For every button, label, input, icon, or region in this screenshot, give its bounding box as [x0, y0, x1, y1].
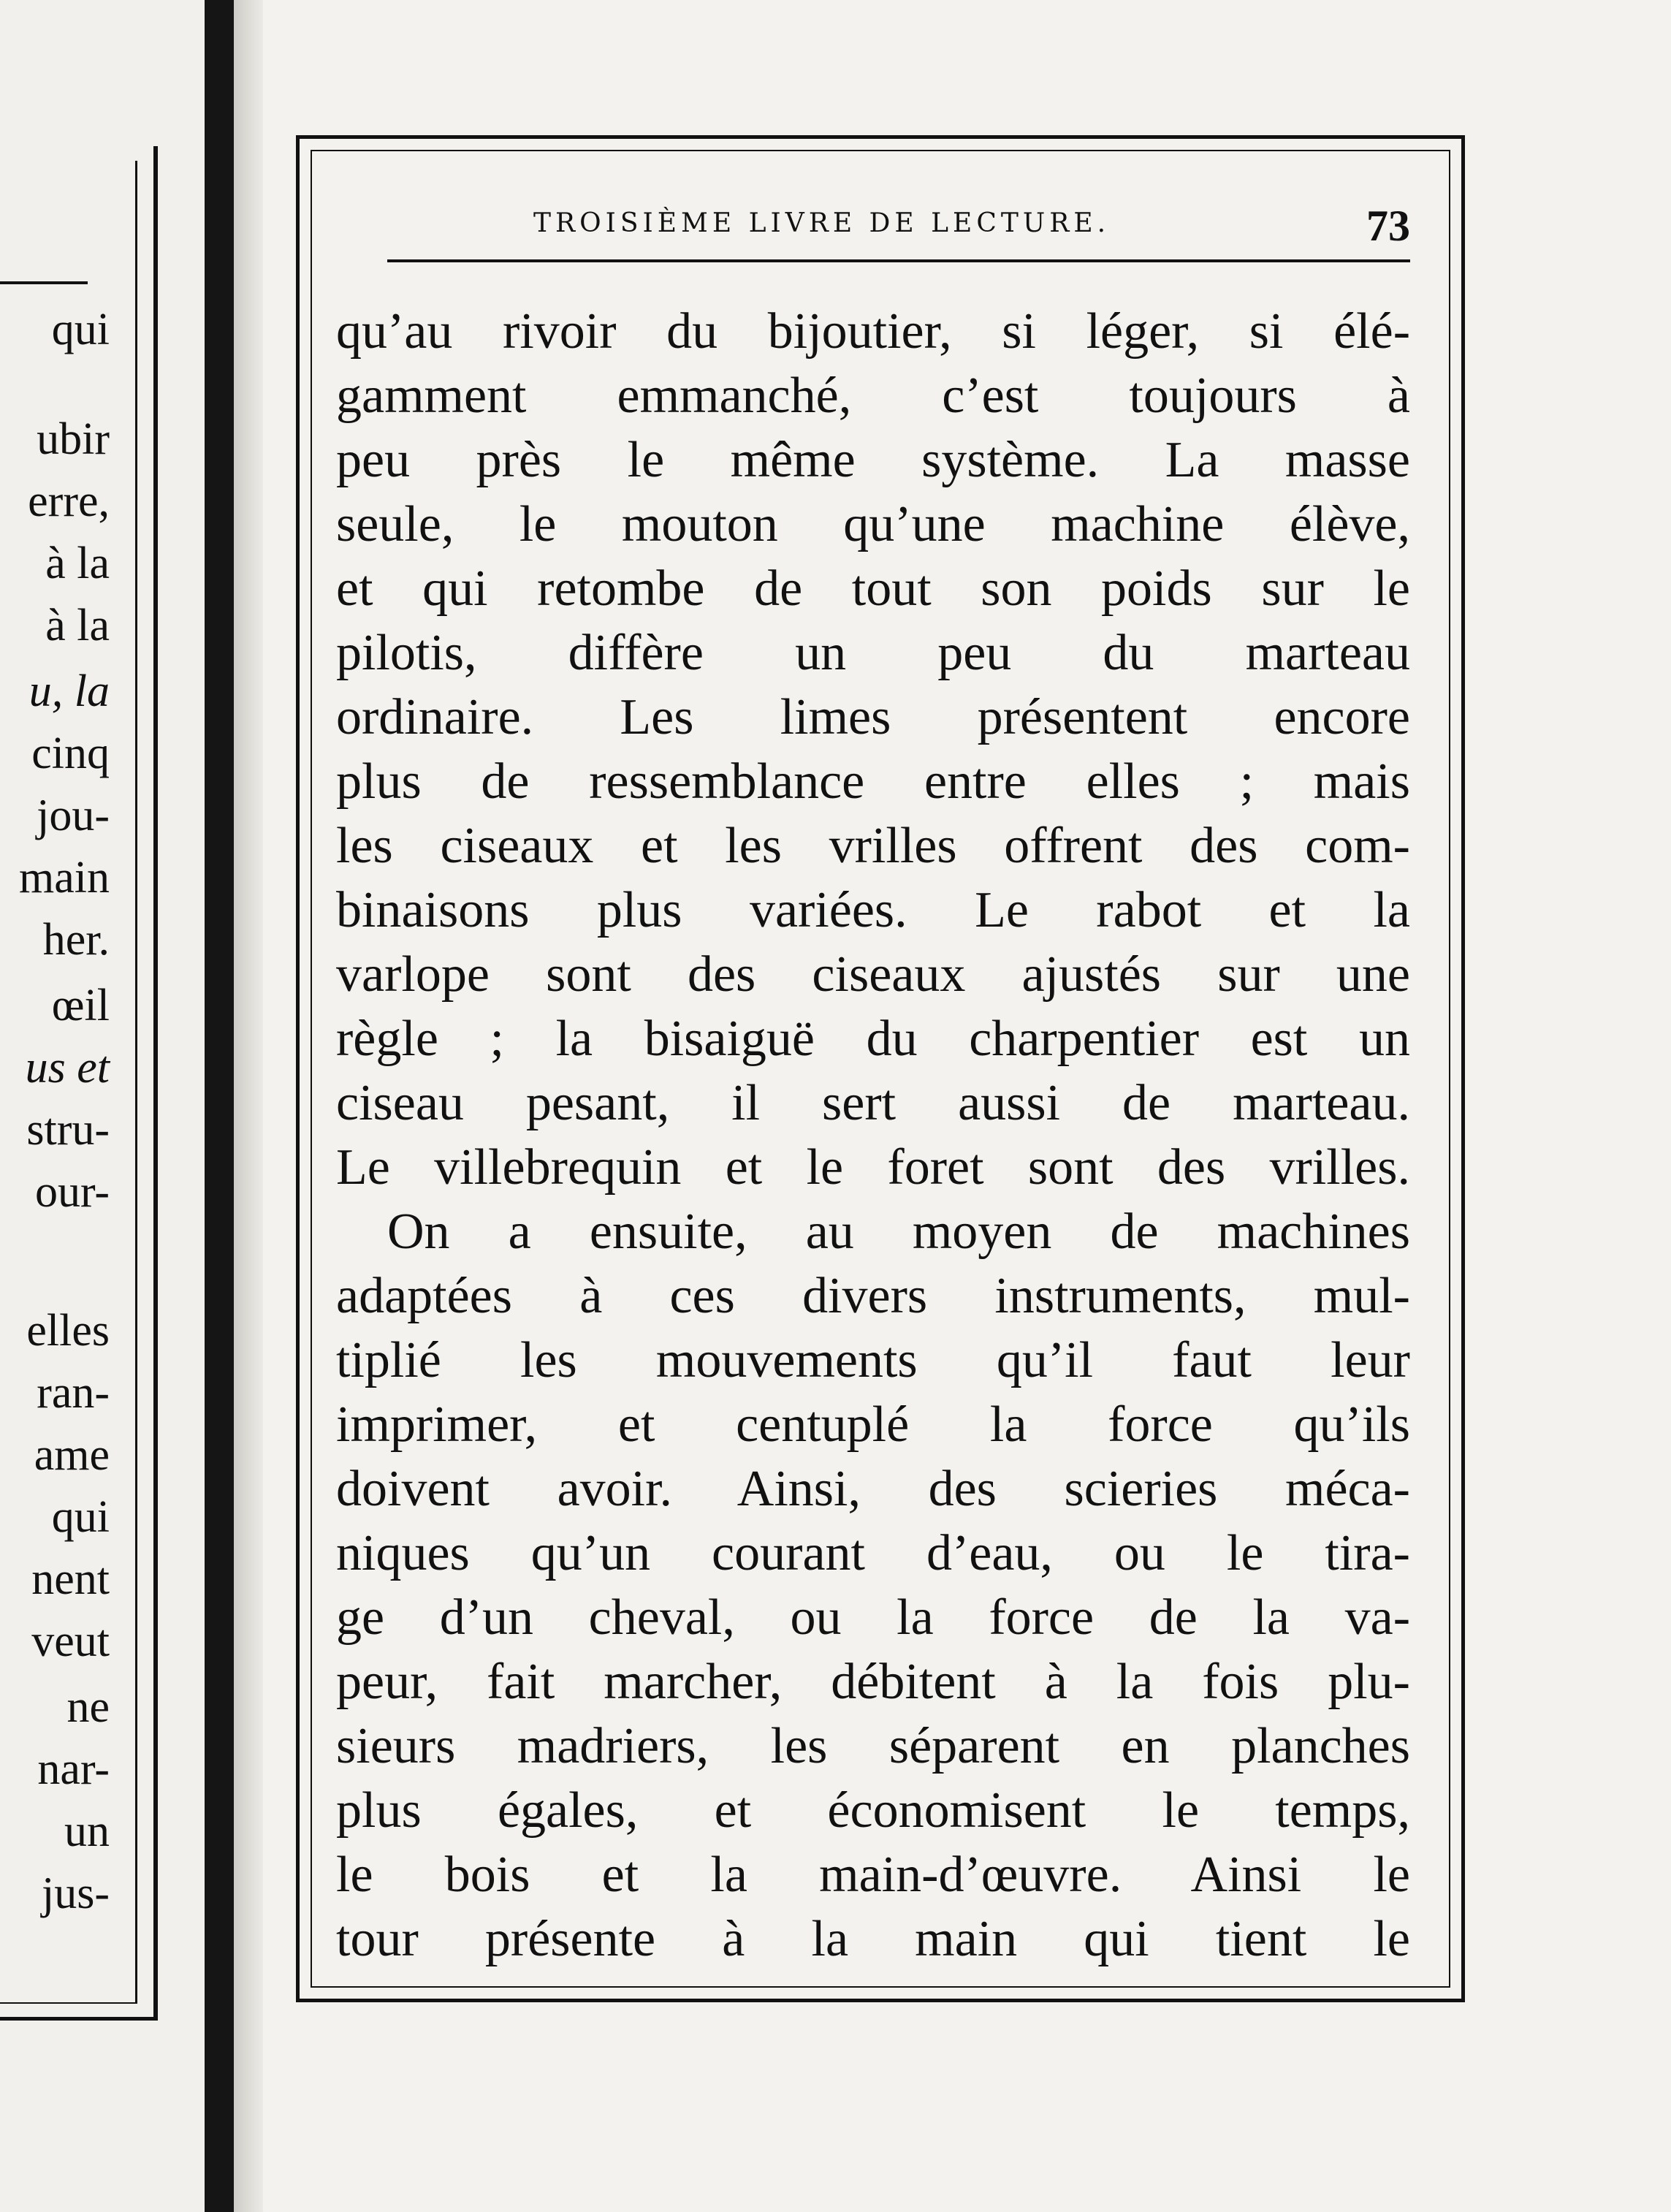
left-text-fragment: œil	[51, 981, 110, 1030]
text-line: pilotis, diffère un peu du marteau	[336, 625, 1410, 681]
left-text-fragment: u, la	[28, 666, 110, 716]
text-line: règle ; la bisaiguë du charpentier est un	[336, 1011, 1410, 1067]
left-text-fragment: veut	[31, 1616, 110, 1666]
text-line: qu’au rivoir du bijoutier, si léger, si élé-	[336, 303, 1410, 360]
left-page	[0, 0, 205, 2212]
text-line: niques qu’un courant d’eau, ou le tira-	[336, 1525, 1410, 1581]
text-line: tour présente à la main qui tient le	[336, 1911, 1410, 1967]
left-text-fragment: ame	[34, 1430, 110, 1480]
left-text-fragment: jus-	[42, 1869, 110, 1918]
text-line: peur, fait marcher, débitent à la fois plu-	[336, 1654, 1410, 1710]
left-text-fragment: ran-	[37, 1368, 110, 1418]
text-line: doivent avoir. Ainsi, des scieries méca-	[336, 1461, 1410, 1517]
running-title: TROISIÈME LIVRE DE LECTURE.	[533, 208, 1111, 238]
left-text-fragment: nent	[31, 1554, 110, 1604]
text-line: varlope sont des ciseaux ajustés sur une	[336, 946, 1410, 1003]
text-line: le bois et la main-d’œuvre. Ainsi le	[336, 1847, 1410, 1903]
text-line: plus égales, et économisent le temps,	[336, 1782, 1410, 1839]
text-line: Le villebrequin et le foret sont des vrilles.	[336, 1139, 1410, 1196]
left-text-fragment: cinq	[31, 729, 110, 778]
left-text-fragment: her.	[42, 915, 110, 965]
text-line: ciseau pesant, il sert aussi de marteau.	[336, 1075, 1410, 1131]
page-gutter	[234, 0, 263, 2212]
left-text-fragment: stru-	[26, 1105, 110, 1155]
header-rule	[387, 259, 1410, 262]
left-text-fragment: jou-	[37, 791, 110, 840]
left-page-rule	[0, 281, 88, 284]
text-line: les ciseaux et les vrilles offrent des com-	[336, 818, 1410, 874]
left-text-fragment: ubir	[37, 414, 110, 464]
left-text-fragment: un	[64, 1806, 110, 1856]
book-spine	[205, 0, 234, 2212]
left-text-fragment: nar-	[37, 1744, 110, 1794]
text-line: ordinaire. Les limes présentent encore	[336, 689, 1410, 745]
left-text-fragment: us et	[25, 1043, 110, 1092]
running-head	[387, 201, 1425, 252]
page-number: 73	[1366, 202, 1410, 250]
text-line: binaisons plus variées. Le rabot et la	[336, 882, 1410, 938]
left-text-fragment: à la	[45, 601, 110, 650]
text-line: adaptées à ces divers instruments, mul-	[336, 1268, 1410, 1324]
left-text-fragment: à la	[45, 539, 110, 588]
text-line: gamment emmanché, c’est toujours à	[336, 368, 1410, 424]
left-text-fragment: main	[19, 853, 110, 902]
text-line: ge d’un cheval, ou la force de la va-	[336, 1589, 1410, 1646]
text-line: seule, le mouton qu’une machine élève,	[336, 496, 1410, 552]
left-text-fragment: qui	[51, 1492, 110, 1542]
left-text-fragment: ne	[66, 1682, 110, 1732]
left-text-fragment: qui	[51, 305, 110, 354]
text-line: sieurs madriers, les séparent en planches	[336, 1718, 1410, 1774]
text-line: imprimer, et centuplé la force qu’ils	[336, 1396, 1410, 1453]
left-text-fragment: erre,	[28, 476, 110, 526]
left-text-fragment: elles	[26, 1306, 110, 1356]
text-line: peu près le même système. La masse	[336, 432, 1410, 488]
text-line: tiplié les mouvements qu’il faut leur	[336, 1332, 1410, 1388]
body-text	[336, 300, 1410, 1972]
text-line: plus de ressemblance entre elles ; mais	[336, 753, 1410, 810]
left-text-fragment: our-	[34, 1167, 110, 1217]
text-line: On a ensuite, au moyen de machines	[387, 1204, 1410, 1260]
text-line: et qui retombe de tout son poids sur le	[336, 560, 1410, 617]
